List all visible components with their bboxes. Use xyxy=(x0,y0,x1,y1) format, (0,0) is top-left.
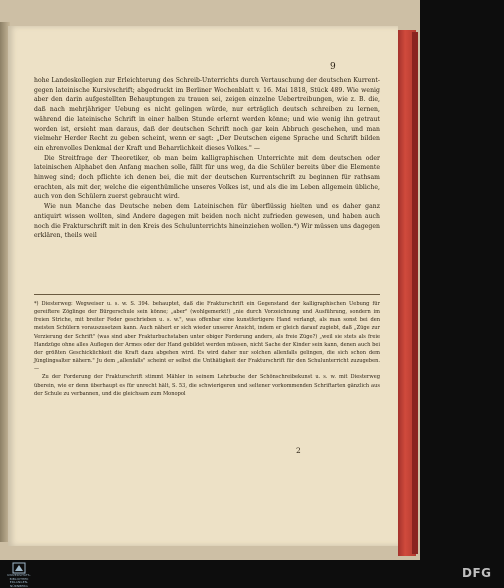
viewer-footer xyxy=(0,560,504,588)
paragraph-2: Die Streitfrage der Theoretiker, ob man beim kalligraphischen Unterrichte mit dem deutschen oder lateinischen Alphabet den Anfang machen solle, fällt für uns weg, da die Schüler bereits über die Elemente hinweg sind; doch pflichte ich denen bei, die mit der deutschen Kurrentschrift zu beginnen für rathsam erachten, als mit der, welche die eigenthümliche unseres Volkes ist, und als die im Leben allgemein übliche, auch von den Schülern zuerst gebraucht wird. xyxy=(34,154,380,201)
dfg-logo: DFG xyxy=(462,566,492,580)
library-logo xyxy=(4,562,34,586)
library-logo-line-1: UNIVERSITÄTS- xyxy=(7,573,31,577)
paragraph-1: hohe Landeskollegien zur Erleichterung des Schreib-Unterrichts durch Vertauschung der deutschen Kurrent- gegen lateinische Kursivschrift; abgedruckt im Berliner Wochenblatt v. 16. Mai 1818, Stück 489. Wie wenig aber den darin aufgestellten Behauptungen zu trauen sei, zeigen einzelne Uebertreibungen, wie z. B. die, daß nach mehrjähriger Uebung es nicht gelingen würde, nur erträglich deutsch schreiben zu lernen, während die lateinische Schrift in einer halben Stunde erlernt werden könne; und wie wenig ihn getraut worden ist, ersieht man daraus, daß der deutschen Schrift noch gar kein Abbruch geschehen, und man vielmehr Herder Recht zu geben scheint, wenn er sagt: „Der Deutschen eigene Sprache und Schrift bilden ein ehrenvolles Denkmal der Kraft und Beharrlichkeit dieses Volkes." — xyxy=(34,77,380,152)
body-text xyxy=(34,76,380,241)
footnote-divider xyxy=(34,294,380,295)
red-page-edges-shadow xyxy=(412,32,418,554)
library-logo-line-3: ERLANGEN-NÜRNBERG xyxy=(9,580,29,588)
footnote-1: *) Diesterweg: Wegweiser u. s. w. S. 394. behauptet, daß die Frakturschrift ein Gegenstand der kalligraphischen Uebung für gereiftere Zöglinge der Bürgerschule sein könne; „aber" (wohlgemerkt!) „nie durch Vorzeichnung und Ausführung, sondern im freien Striche, mit breiter Feder geschrieben u. s. w.", was offenbar eine kunstfertigere Hand verlangt, als man sonst bei den meisten Schülern vorauszusetzen kann. Auch nähert er sich wieder unserer Ansicht, indem er gleich darauf zugiebt, daß „Züge zur Verzierung der Schrift" (was sind aber Frakturbuchstaben unter obiger Forderung anders, als freie Züge?) „weil sie stets als freie Handzüge ohne alles Auflegen der Armes oder der Hand gebildet werden müssen, nicht Sache der Kinder sein kann, denen auch bei der größten Geschicklichkeit die Kraft dazu abgehen wird. Es wird daher nur solchen allenfalls gelingen, die sich schon dem Jünglingsalter nähern." Ju dem „allenfalls" scheint er selbst die Unthätigkeit der Frakturschrift für den Schulunterricht zuzugeben. — xyxy=(34,301,380,373)
library-logo-line-2: BIBLIOTHEK xyxy=(9,576,29,581)
paragraph-3: Wie nun Manche das Deutsche neben dem Lateinischen für überflüssig hielten und es daher ganz antiquirt wissen wollten, sind Andere dagegen mit beiden noch nicht zufrieden gewesen, und haben auch noch die Frakturschrift mit in den Kreis des Schulunterrichts hineinziehen wollen.*) Wir müssen uns dagegen erklären, theils weil xyxy=(34,203,381,240)
page-number: 9 xyxy=(330,62,336,72)
footnote-2: Zu der Forderung der Frakturschrift stimmt Mähler in seinem Lehrbuche der Schönschreibekunst u. s. w. mit Diesterweg überein, wie er denn überhaupt es für unrecht hält, S. 53, die schwierigeren und seltener vorkommenden Schriftarten gänzlich aus der Schule zu verbannen, und die gleichsam zum Monopol xyxy=(34,374,380,397)
footnotes xyxy=(34,300,380,398)
signature-mark: 2 xyxy=(296,446,301,455)
